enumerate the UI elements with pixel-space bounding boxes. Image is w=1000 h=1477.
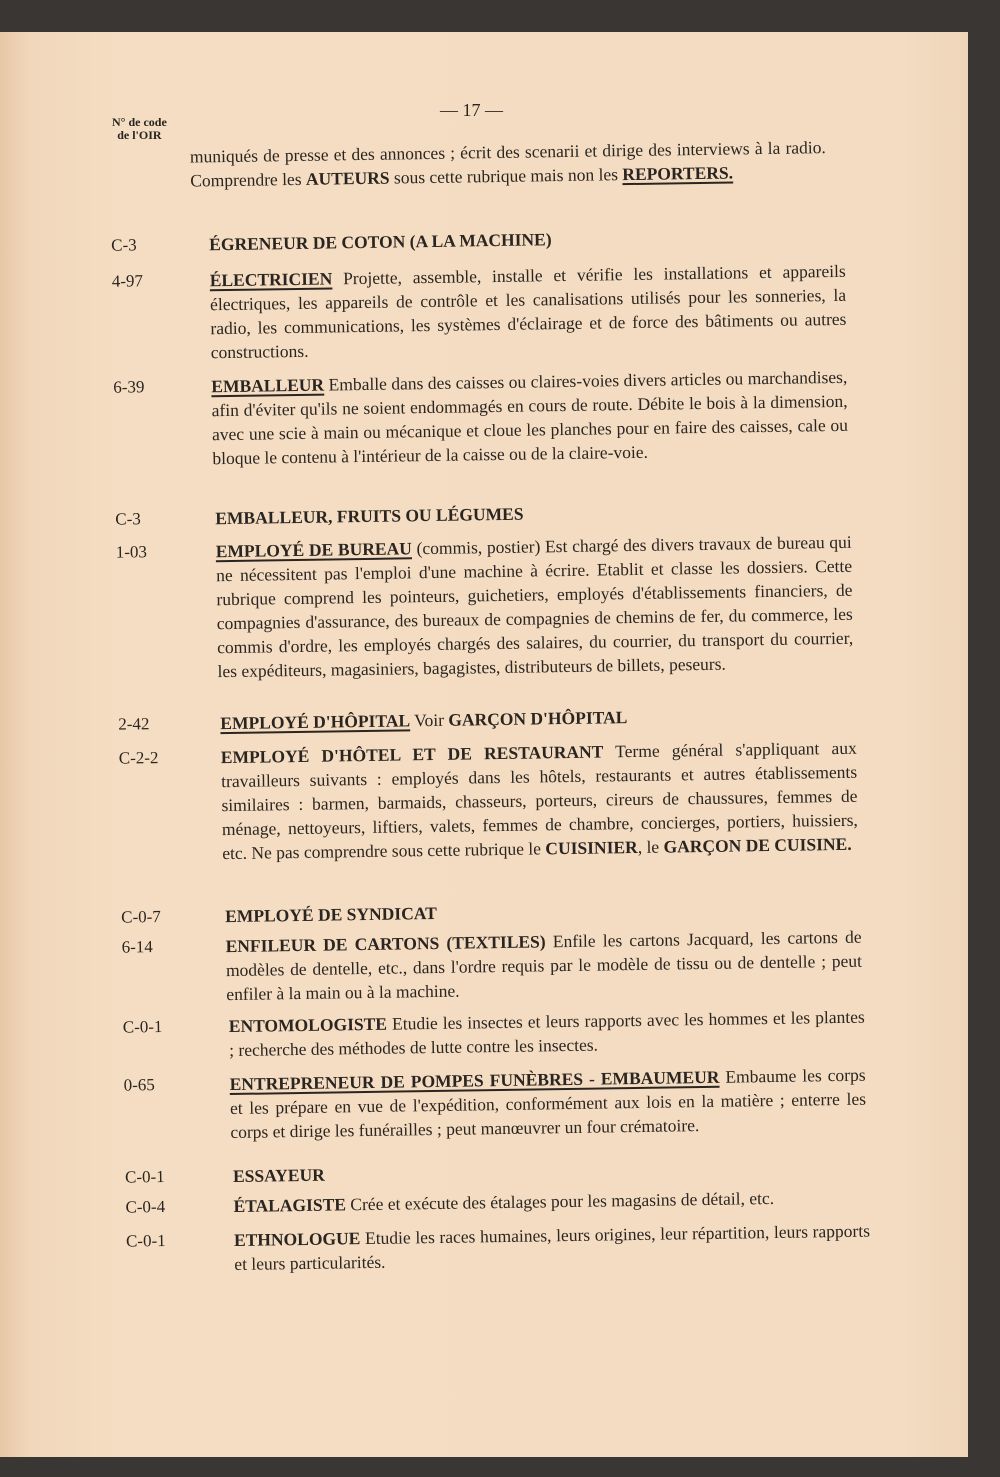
entry-text: [229, 1063, 866, 1144]
entry-code: 4-97: [111, 271, 144, 291]
entry-text: [221, 736, 859, 865]
code-header-line: de l'OIR: [117, 128, 162, 142]
entry-term: EMPLOYÉ DE SYNDICAT: [225, 902, 437, 927]
entry-term: ÉGRENEUR DE COTON (A LA MACHINE): [209, 229, 552, 255]
entry-term: ENTREPRENEUR DE POMPES FUNÈBRES - EMBAUMEUR: [229, 1066, 720, 1095]
entry-text: [211, 365, 848, 470]
entry-description: Projette, assemble, installe et vérifie les installations et appareils électriques, les appareils de contrôle et les canalisations utilisés pour les sonneries, la radio, les communications, les systèmes d'éclairage et de force des bâtiments ou autres constructions.: [209, 260, 847, 363]
entry-term: EMBALLEUR: [211, 374, 325, 397]
entry-code: 0-65: [123, 1075, 155, 1095]
entry-description: Terme général s'appliquant aux travailleurs suivants : employés dans les hôtels, restaurants et autres établissements similaires : barmen, barmaids, chasseurs, porteurs, cireurs de chaussures, femmes de ménage, nettoyeurs, liftiers, valets, femmes de chambre, concierges, portiers, huissiers, etc. Ne pas comprendre sous cette rubrique le: [221, 737, 858, 864]
entry: [125, 1219, 871, 1276]
entry-description: muniqués de presse et des annonces ; écrit des scenarii et dirige des interviews à la radio. Comprendre les: [189, 137, 826, 191]
entry: [122, 1005, 866, 1062]
entry-code: C-0-7: [121, 907, 161, 927]
entry-description: Crée et exécute des étalages pour les magasins de détail, etc.: [345, 1187, 775, 1215]
code-header-line: N° de code: [112, 115, 167, 129]
entry-code: [110, 147, 170, 148]
entry-code: 6-39: [113, 377, 145, 397]
entry-term: ETHNOLOGUE: [233, 1228, 361, 1251]
entry-description: Etudie les insectes et leurs rapports avec les hommes et les plantes ; recherche des méthodes de lutte contre les insectes.: [229, 1006, 865, 1061]
entry-description: sous cette rubrique mais non les: [389, 164, 623, 188]
entry-text: [220, 702, 856, 735]
entry-text: [215, 497, 851, 530]
entry: [115, 530, 854, 683]
entry: [111, 259, 847, 364]
entry: [190, 135, 827, 192]
entry-description: Voir: [409, 709, 449, 731]
entry: [113, 365, 849, 470]
entry: [121, 895, 861, 928]
entry: [125, 1185, 869, 1218]
entry-text: [225, 925, 862, 1006]
entry-text: [209, 223, 845, 256]
entry-term: CUISINIER: [545, 836, 638, 859]
entry: [124, 1155, 869, 1188]
entry-text: [233, 1185, 869, 1218]
entry-term: ÉLECTRICIEN: [209, 268, 333, 291]
entry: [118, 702, 856, 735]
entry-code: C-0-4: [125, 1197, 166, 1217]
entry-term: GARÇON D'HÔPITAL: [448, 707, 628, 730]
entry-description: Etudie les races humaines, leurs origines, leur répartition, leurs rapports et leurs particularités.: [234, 1220, 871, 1275]
entry-text: [229, 1005, 866, 1062]
entry: [115, 497, 851, 530]
entry-text: [190, 135, 827, 192]
entry-term: ESSAYEUR: [232, 1164, 325, 1187]
entry-term: ENTOMOLOGISTE: [228, 1013, 388, 1037]
page-number: — 17 —: [440, 100, 503, 120]
entry-term: EMPLOYÉ D'HÔPITAL: [220, 710, 411, 734]
entry: [123, 1063, 867, 1144]
entry-description: Embaume les corps et les prépare en vue de l'expédition, conformément aux lois en la matière ; enterre les corps et dirige les funérailles ; peut manœuvrer un four crématoire.: [229, 1064, 867, 1143]
entry-term: ENFILEUR DE CARTONS (TEXTILES): [225, 931, 546, 957]
entry-code: 1-03: [115, 542, 148, 562]
entry-code: C-3: [115, 509, 141, 529]
entry-term: EMPLOYÉ D'HÔTEL ET DE RESTAURANT: [220, 741, 604, 768]
entry-code: 2-42: [118, 714, 150, 734]
entry-term: AUTEURS: [305, 167, 390, 189]
entry: [111, 223, 845, 256]
entry-term: REPORTERS.: [622, 162, 734, 185]
entry-text: [210, 259, 847, 364]
entry-description: Emballe dans des caisses ou claires-voies divers articles ou marchandises, afin d'éviter qu'ils ne soient endommagés en cours de route. Débite le bois à la dimension, avec une scie à main ou mécanique et cloue les planches pour en faire des caisses, cale ou bloque le contenu à l'intérieur de la caisse ou de la claire-voie.: [211, 366, 849, 469]
entry-code: C-3: [111, 235, 137, 255]
entry-text: [233, 1155, 869, 1188]
entry: [118, 736, 859, 865]
entry-description: (commis, postier) Est chargé des divers travaux de bureau qui ne nécessitent pas l'emploi d'une machine à écrire. Etablit et classe les dossiers. Cette rubrique comprend les pointeurs, guichetiers, employés d'établissements financiers, de compagnies d'assurance, des bureaux de compagnies de chemins de fer, du commerce, les commis d'ordre, les employés chargés des salaires, du courrier, du transport du courrier, les expéditeurs, magasiniers, bagagistes, distributeurs de billets, peseurs.: [215, 531, 854, 682]
entry: [121, 925, 863, 1006]
entry-code: C-0-1: [122, 1017, 163, 1037]
entry-term: GARÇON DE CUISINE.: [663, 833, 852, 857]
entry-text: [225, 895, 861, 928]
entry-description: , le: [637, 836, 664, 857]
entry-term: EMPLOYÉ DE BUREAU: [215, 538, 412, 562]
entry-code: C-2-2: [118, 748, 159, 768]
entry-text: [234, 1219, 871, 1276]
entry-code: C-0-1: [125, 1231, 166, 1251]
entry-term: ÉTALAGISTE: [233, 1194, 347, 1217]
entry-term: EMBALLEUR, FRUITS OU LÉGUMES: [215, 503, 524, 529]
entry-code: 6-14: [121, 937, 153, 957]
entry-description: Enfile les cartons Jacquard, les cartons de modèles de dentelle, etc., dans l'ordre requis par le modèle de tissu ou de dentelle ; peut enfiler à la main ou à la machine.: [225, 926, 863, 1005]
entry-text: [216, 530, 854, 683]
entry-code: C-0-1: [124, 1167, 165, 1187]
